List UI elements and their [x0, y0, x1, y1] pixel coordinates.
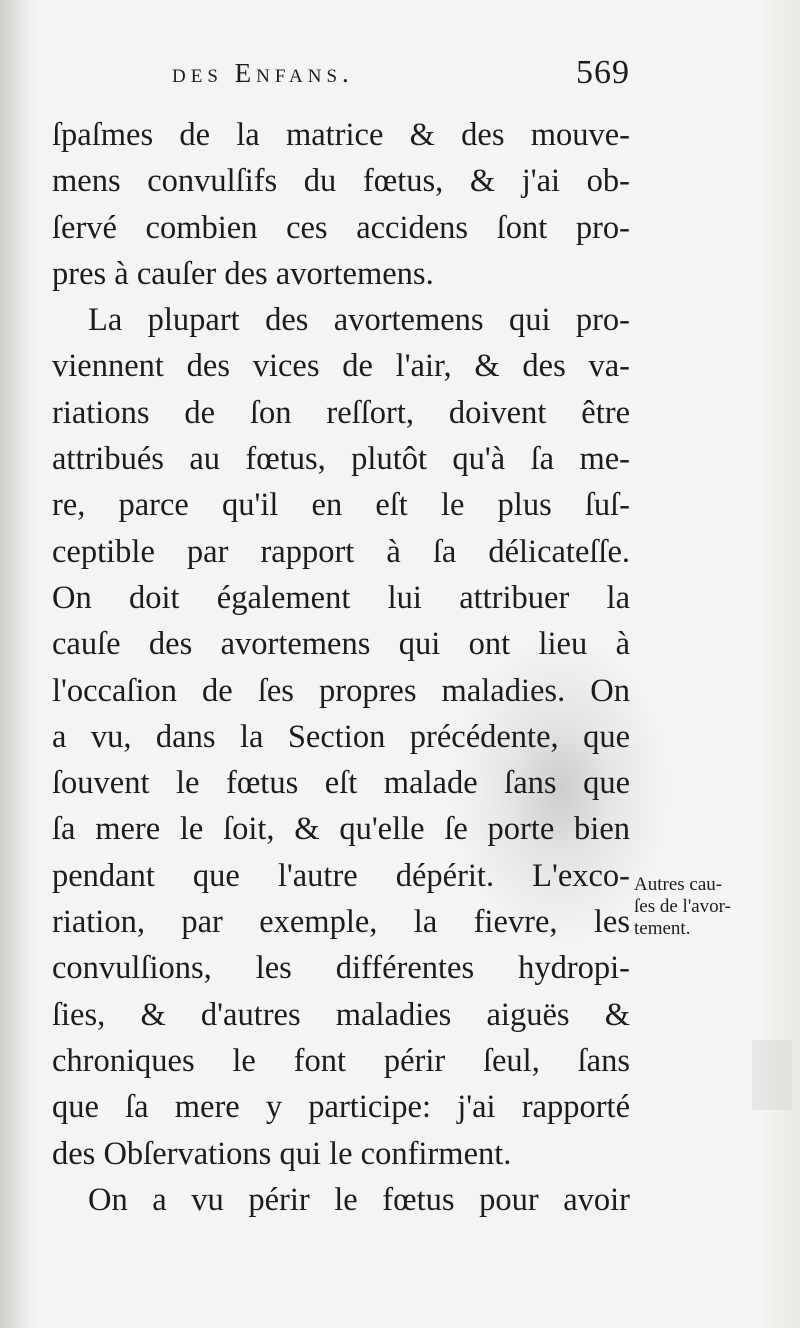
text-line: On a vu périr le fœtus pour avoir — [88, 1181, 630, 1218]
text-line: ceptible par rapport à ſa délicateſſe. — [52, 533, 630, 570]
text-line: que ſa mere y participe: j'ai rapporté — [52, 1089, 630, 1126]
text-line: chroniques le font périr ſeul, ſans — [52, 1042, 630, 1079]
page-number: 569 — [576, 54, 630, 91]
text-line: ſa mere le ſoit, & qu'elle ſe porte bien — [52, 811, 630, 848]
text-line: riations de ſon reſſort, doivent être — [52, 394, 630, 431]
running-head: des Enfans. — [172, 58, 354, 88]
text-line: ſouvent le fœtus eſt malade ſans que — [52, 765, 630, 802]
text-line: l'occaſion de ſes propres maladies. On — [52, 672, 630, 709]
text-line: viennent des vices de l'air, & des va- — [52, 348, 630, 385]
marginal-note-line: tement. — [634, 918, 691, 939]
text-line: ſpaſmes de la matrice & des mouve- — [52, 117, 630, 153]
text-line: mens convulſifs du fœtus, & j'ai ob- — [52, 163, 630, 200]
text-line: ſies, & d'autres maladies aiguës & — [52, 996, 630, 1033]
text-line: pres à cauſer des avortemens. — [52, 255, 434, 292]
text-line: des Obſervations qui le confirment. — [52, 1135, 512, 1172]
page-header — [52, 48, 632, 98]
marginal-note — [634, 874, 784, 940]
text-line: On doit également lui attribuer la — [52, 579, 630, 616]
text-line: ſervé combien ces accidens ſont pro- — [52, 209, 630, 246]
text-line: pendant que l'autre dépérit. L'exco- — [52, 857, 630, 894]
main-text — [52, 112, 630, 1223]
text-line: re, parce qu'il en eſt le plus ſuſ- — [52, 487, 630, 524]
marginal-note-line: Autres cau- — [634, 874, 723, 895]
text-line: a vu, dans la Section précédente, que — [52, 718, 630, 755]
text-line: La plupart des avortemens qui pro- — [88, 302, 630, 339]
marginal-note-line: ſes de l'avor- — [634, 896, 731, 917]
bleed-through-marks — [752, 1040, 792, 1110]
gutter-shadow — [0, 0, 30, 1328]
text-line: attribués au fœtus, plutôt qu'à ſa me- — [52, 441, 630, 478]
text-line: convulſions, les différentes hydropi- — [52, 950, 630, 987]
text-line: riation, par exemple, la fievre, les — [52, 904, 630, 941]
text-line: cauſe des avortemens qui ont lieu à — [52, 626, 630, 663]
